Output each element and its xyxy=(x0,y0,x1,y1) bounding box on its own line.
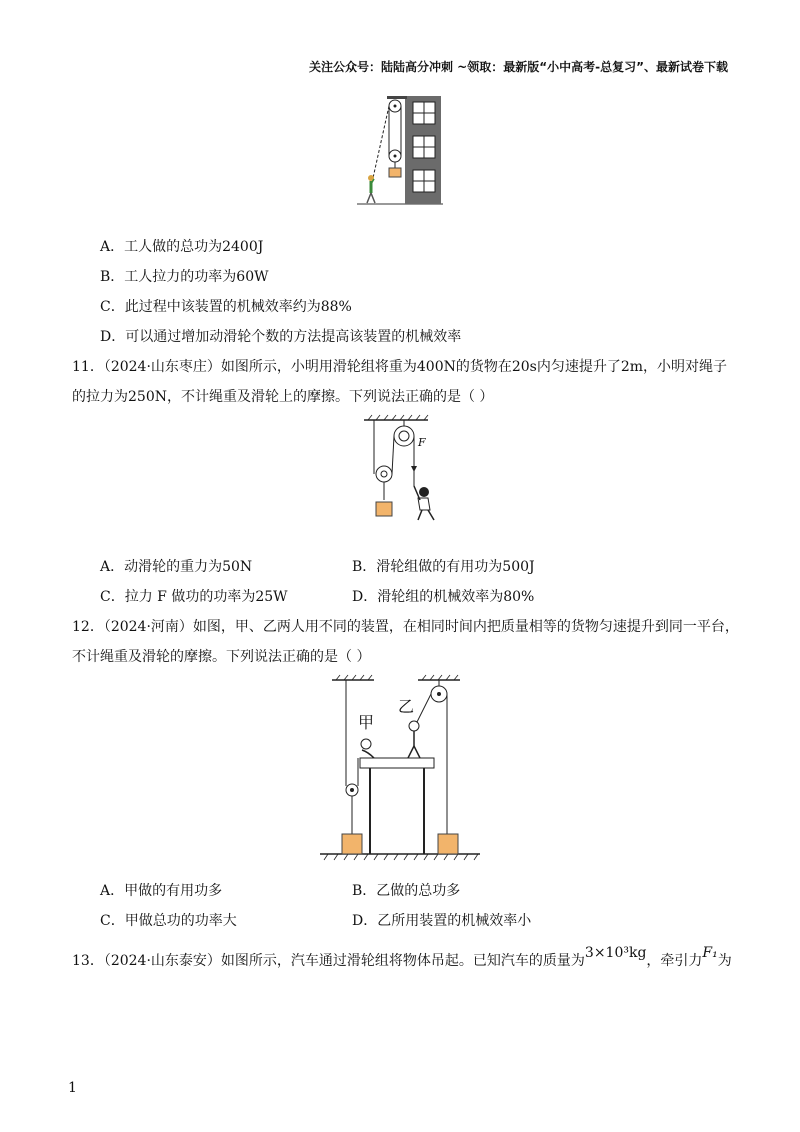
q11-option-b: B．滑轮组做的有用功为500J xyxy=(352,559,535,575)
q10-option-b: B．工人拉力的功率为60W xyxy=(100,269,269,285)
q13-text-a: 13．（2024·山东泰安）如图所示，汽车通过滑轮组将物体吊起。已知汽车的质量为 xyxy=(72,953,585,969)
page-header: 关注公众号：陆陆高分冲刺 ~领取：最新版“小中高考-总复习”、最新试卷下载 xyxy=(309,60,728,74)
pulley-boy-figure xyxy=(362,414,444,522)
q13-force-symbol: F₁ xyxy=(702,945,718,961)
building-pulley-figure xyxy=(355,94,445,208)
q13-stem-line1 xyxy=(72,945,732,970)
q10-option-d: D．可以通过增加动滑轮个数的方法提高该装置的机械效率 xyxy=(100,329,462,345)
q12-option-c: C．甲做总功的功率大 xyxy=(100,913,237,929)
q13-text-c: 为 xyxy=(717,953,732,969)
force-f-label: F xyxy=(418,436,426,449)
q13-mass: 3×10³kg xyxy=(584,945,647,961)
q12-option-a: A．甲做的有用功多 xyxy=(100,883,223,899)
platform-figure xyxy=(318,674,482,864)
q11-option-c: C．拉力 F 做功的功率为25W xyxy=(100,589,288,605)
q11-option-d: D．滑轮组的机械效率为80% xyxy=(352,589,535,605)
q11-stem-line2: 的拉力为250N，不计绳重及滑轮上的摩擦。下列说法正确的是（ ） xyxy=(72,389,494,405)
q12-option-b: B．乙做的总功多 xyxy=(352,883,461,899)
q13-text-b: ，牵引力 xyxy=(646,953,703,969)
label-yi: 乙 xyxy=(398,697,415,716)
q12-stem-line1: 12．（2024·河南）如图，甲、乙两人用不同的装置，在相同时间内把质量相等的货物匀速提升到同一平台， xyxy=(72,619,739,635)
q12-stem-line2: 不计绳重及滑轮的摩擦。下列说法正确的是（ ） xyxy=(72,649,371,665)
q10-option-a: A．工人做的总功为2400J xyxy=(100,239,264,255)
label-jia: 甲 xyxy=(358,713,375,732)
page-number: 1 xyxy=(68,1080,77,1096)
q10-option-c: C．此过程中该装置的机械效率约为88% xyxy=(100,299,352,315)
q12-option-d: D．乙所用装置的机械效率小 xyxy=(352,913,532,929)
q11-option-a: A．动滑轮的重力为50N xyxy=(100,559,253,575)
q11-stem-line1: 11．（2024·山东枣庄）如图所示，小明用滑轮组将重为400N的货物在20s内匀速提升了2m，小明对绳子 xyxy=(72,359,728,375)
